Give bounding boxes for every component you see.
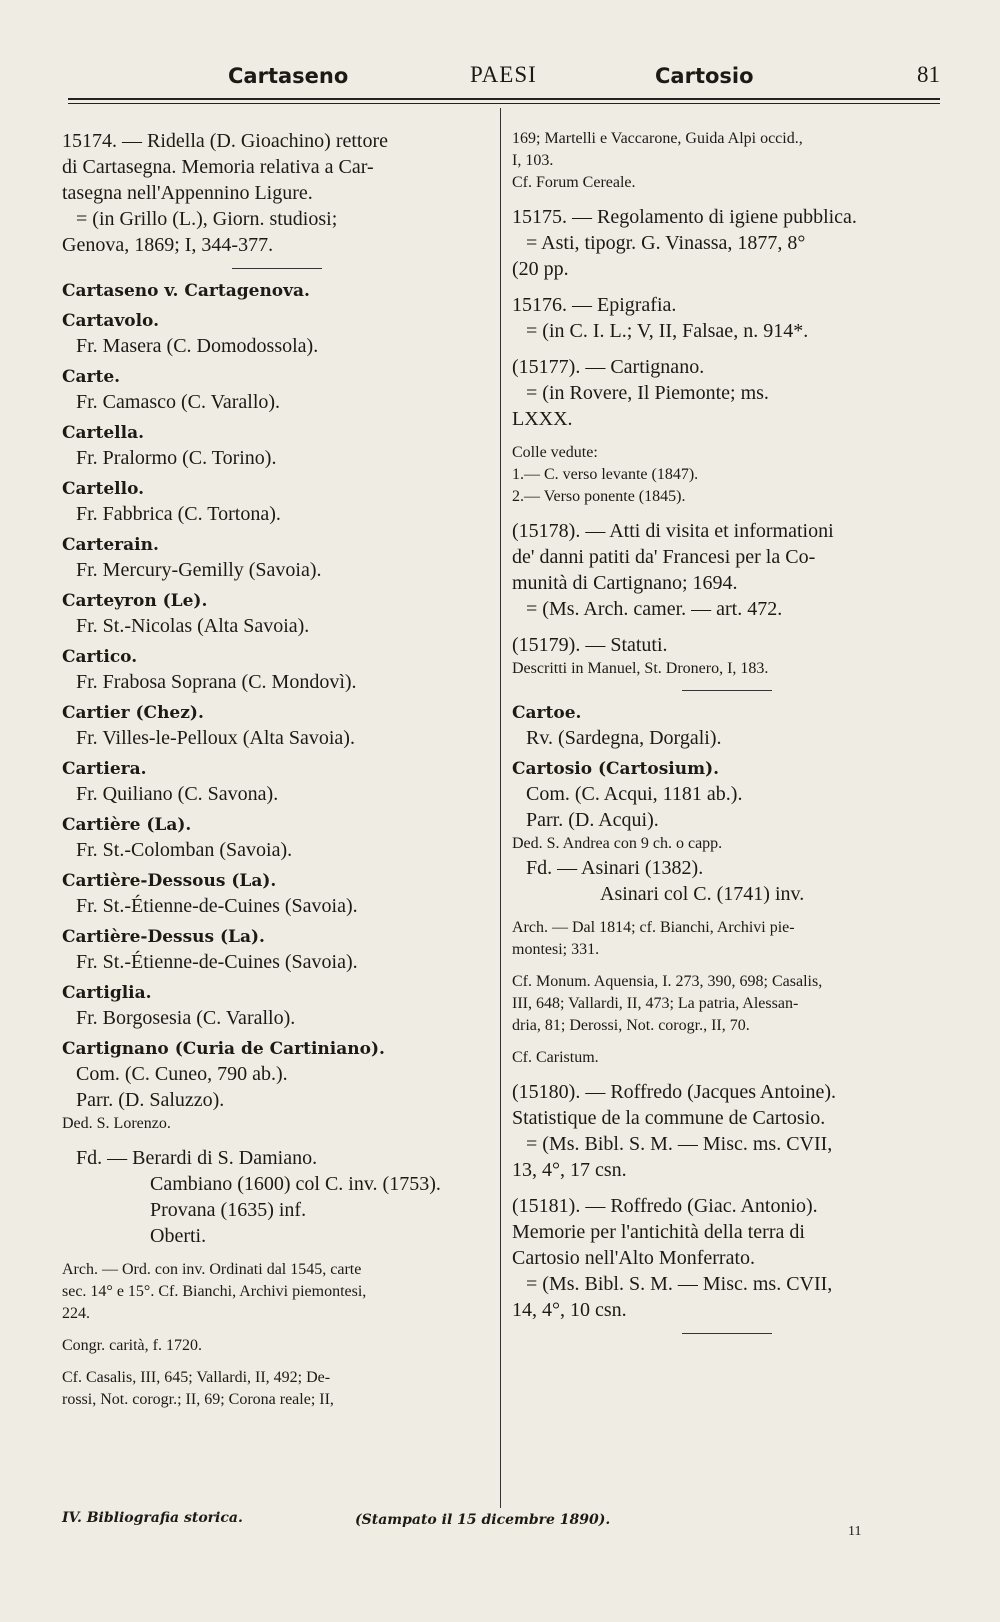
- spacer: [512, 344, 932, 354]
- entry-heading: Cartière-Dessous (La).: [62, 871, 277, 891]
- entry-heading: Cartignano (Curia de Cartiniano).: [62, 1039, 385, 1059]
- entry-line: Statistique de la commune de Cartosio.: [512, 1107, 826, 1129]
- entry-line: (15181). — Roffredo (Giac. Antonio).: [512, 1195, 818, 1217]
- left-column: [62, 128, 482, 1411]
- entry-line: 15175. — Regolamento di igiene pubblica.: [512, 206, 857, 228]
- entry-line: Cartosio nell'Alto Monferrato.: [512, 1247, 755, 1269]
- entry-line: Fr. Frabosa Soprana (C. Mondovì).: [76, 671, 357, 693]
- section-divider: [232, 268, 322, 269]
- footer-signature-number: 11: [848, 1524, 862, 1539]
- entry-line: de' danni patiti da' Francesi per la Co-: [512, 546, 816, 568]
- header-rule: [68, 98, 940, 100]
- page-number: 81: [917, 62, 940, 87]
- entry-heading: Cartosio (Cartosium).: [512, 759, 720, 779]
- spacer: [512, 1037, 932, 1047]
- entry-line: (15177). — Cartignano.: [512, 356, 705, 378]
- entry-heading: Carterain.: [62, 535, 159, 555]
- entry-line: Fr. St.-Colomban (Savoia).: [76, 839, 293, 861]
- spacer: [512, 194, 932, 204]
- entry-heading: Cartella.: [62, 423, 145, 443]
- entry-line: Fd. — Berardi di S. Damiano.: [76, 1147, 318, 1169]
- entry-line: 2.— Verso ponente (1845).: [512, 488, 686, 505]
- entry-line: = (in Rovere, Il Piemonte; ms.: [526, 382, 769, 404]
- entry-heading: Carte.: [62, 367, 121, 387]
- entry-line: Oberti.: [150, 1225, 207, 1247]
- entry-line: Memorie per l'antichità della terra di: [512, 1221, 805, 1243]
- entry-line: Arch. — Dal 1814; cf. Bianchi, Archivi pie-: [512, 919, 795, 936]
- section-divider: [682, 1333, 772, 1334]
- entry-line: Provana (1635) inf.: [150, 1199, 307, 1221]
- entry-line: Cf. Caristum.: [512, 1049, 599, 1066]
- entry-line: Arch. — Ord. con inv. Ordinati dal 1545, carte: [62, 1261, 362, 1278]
- entry-line: Cf. Casalis, III, 645; Vallardi, II, 492; De-: [62, 1369, 331, 1386]
- entry-line: montesi; 331.: [512, 941, 600, 958]
- entry-line: Fr. Borgosesia (C. Varallo).: [76, 1007, 296, 1029]
- entry-line: III, 648; Vallardi, II, 473; La patria, Alessan-: [512, 995, 799, 1012]
- entry-line: = Asti, tipogr. G. Vinassa, 1877, 8°: [526, 232, 806, 254]
- spacer: [512, 622, 932, 632]
- entry-line: Ded. S. Lorenzo.: [62, 1115, 171, 1132]
- entry-line: Fr. Villes-le-Pelloux (Alta Savoia).: [76, 727, 355, 749]
- entry-line: Ded. S. Andrea con 9 ch. o capp.: [512, 835, 723, 852]
- entry-heading: Cartier (Chez).: [62, 703, 204, 723]
- entry-heading: Cartiera.: [62, 759, 147, 779]
- entry-line: Parr. (D. Saluzzo).: [76, 1089, 225, 1111]
- section-divider: [682, 690, 772, 691]
- header-left-keyword: Cartaseno: [228, 64, 349, 88]
- entry-line: sec. 14° e 15°. Cf. Bianchi, Archivi piemontesi,: [62, 1283, 367, 1300]
- entry-line: Fd. — Asinari (1382).: [526, 857, 704, 879]
- entry-line: Genova, 1869; I, 344-377.: [62, 234, 274, 256]
- entry-line: Fr. Masera (C. Domodossola).: [76, 335, 319, 357]
- entry-heading: Cartière (La).: [62, 815, 192, 835]
- entry-line: 13, 4°, 17 csn.: [512, 1159, 627, 1181]
- entry-line: (15178). — Atti di visita et informationi: [512, 520, 834, 542]
- entry-heading: Cartello.: [62, 479, 145, 499]
- right-column: [512, 128, 932, 1344]
- spacer: [512, 907, 932, 917]
- entry-line: Fr. St.-Nicolas (Alta Savoia).: [76, 615, 310, 637]
- spacer: [512, 1069, 932, 1079]
- entry-heading: Cartico.: [62, 647, 138, 667]
- spacer: [512, 1183, 932, 1193]
- entry-heading: Cartaseno v. Cartagenova.: [62, 281, 310, 301]
- entry-line: dria, 81; Derossi, Not. corogr., II, 70.: [512, 1017, 750, 1034]
- entry-line: (15180). — Roffredo (Jacques Antoine).: [512, 1081, 837, 1103]
- entry-line: Congr. carità, f. 1720.: [62, 1337, 202, 1354]
- entry-heading: Carteyron (Le).: [62, 591, 208, 611]
- entry-line: = (Ms. Arch. camer. — art. 472.: [526, 598, 783, 620]
- entry-line: 224.: [62, 1305, 90, 1322]
- entry-line: = (Ms. Bibl. S. M. — Misc. ms. CVII,: [526, 1133, 833, 1155]
- entry-line: Descritti in Manuel, St. Dronero, I, 183.: [512, 660, 769, 677]
- spacer: [62, 1357, 482, 1367]
- spacer: [512, 508, 932, 518]
- entry-line: Fr. Quiliano (C. Savona).: [76, 783, 279, 805]
- entry-line: Fr. Fabbrica (C. Tortona).: [76, 503, 281, 525]
- entry-line: tasegna nell'Appennino Ligure.: [62, 182, 313, 204]
- spacer: [512, 961, 932, 971]
- header-right-keyword: Cartosio: [655, 64, 754, 88]
- entry-line: I, 103.: [512, 152, 554, 169]
- entry-line: Parr. (D. Acqui).: [526, 809, 659, 831]
- spacer: [512, 432, 932, 442]
- entry-line: Com. (C. Acqui, 1181 ab.).: [526, 783, 743, 805]
- entry-line: 1.— C. verso levante (1847).: [512, 466, 699, 483]
- entry-line: Fr. St.-Étienne-de-Cuines (Savoia).: [76, 895, 358, 917]
- entry-line: munità di Cartignano; 1694.: [512, 572, 738, 594]
- entry-line: 169; Martelli e Vaccarone, Guida Alpi occid.,: [512, 130, 803, 147]
- header-section-title: PAESI: [470, 62, 537, 87]
- running-header: [60, 60, 940, 96]
- spacer: [62, 1325, 482, 1335]
- entry-line: 14, 4°, 10 csn.: [512, 1299, 627, 1321]
- entry-line: Fr. Pralormo (C. Torino).: [76, 447, 277, 469]
- spacer: [512, 282, 932, 292]
- entry-line: Cambiano (1600) col C. inv. (1753).: [150, 1173, 441, 1195]
- entry-line: di Cartasegna. Memoria relativa a Car-: [62, 156, 374, 178]
- entry-line: 15176. — Epigrafia.: [512, 294, 677, 316]
- entry-line: Fr. St.-Étienne-de-Cuines (Savoia).: [76, 951, 358, 973]
- entry-line: Fr. Camasco (C. Varallo).: [76, 391, 281, 413]
- header-rule-thin: [68, 103, 940, 104]
- footer-signature: IV. Bibliografia storica.: [62, 1510, 243, 1526]
- entry-line: Asinari col C. (1741) inv.: [600, 883, 805, 905]
- entry-line: (20 pp.: [512, 258, 569, 280]
- column-divider: [500, 108, 501, 1508]
- entry-line: Cf. Monum. Aquensia, I. 273, 390, 698; Casalis,: [512, 973, 823, 990]
- entry-line: = (Ms. Bibl. S. M. — Misc. ms. CVII,: [526, 1273, 833, 1295]
- footer-print-date: (Stampato il 15 dicembre 1890).: [355, 1512, 611, 1528]
- entry-line: = (in Grillo (L.), Giorn. studiosi;: [76, 208, 338, 230]
- spacer: [62, 1135, 482, 1145]
- entry-heading: Cartiglia.: [62, 983, 152, 1003]
- entry-heading: Cartoe.: [512, 703, 582, 723]
- entry-line: = (in C. I. L.; V, II, Falsae, n. 914*.: [526, 320, 809, 342]
- entry-line: (15179). — Statuti.: [512, 634, 668, 656]
- entry-line: Fr. Mercury-Gemilly (Savoia).: [76, 559, 322, 581]
- entry-line: 15174. — Ridella (D. Gioachino) rettore: [62, 130, 389, 152]
- spacer: [62, 1249, 482, 1259]
- entry-line: Colle vedute:: [512, 444, 598, 461]
- entry-line: Rv. (Sardegna, Dorgali).: [526, 727, 722, 749]
- entry-line: LXXX.: [512, 408, 573, 430]
- entry-heading: Cartavolo.: [62, 311, 160, 331]
- entry-line: Com. (C. Cuneo, 790 ab.).: [76, 1063, 288, 1085]
- entry-line: Cf. Forum Cereale.: [512, 174, 636, 191]
- entry-line: rossi, Not. corogr.; II, 69; Corona reale; II,: [62, 1391, 334, 1408]
- entry-heading: Cartière-Dessus (La).: [62, 927, 265, 947]
